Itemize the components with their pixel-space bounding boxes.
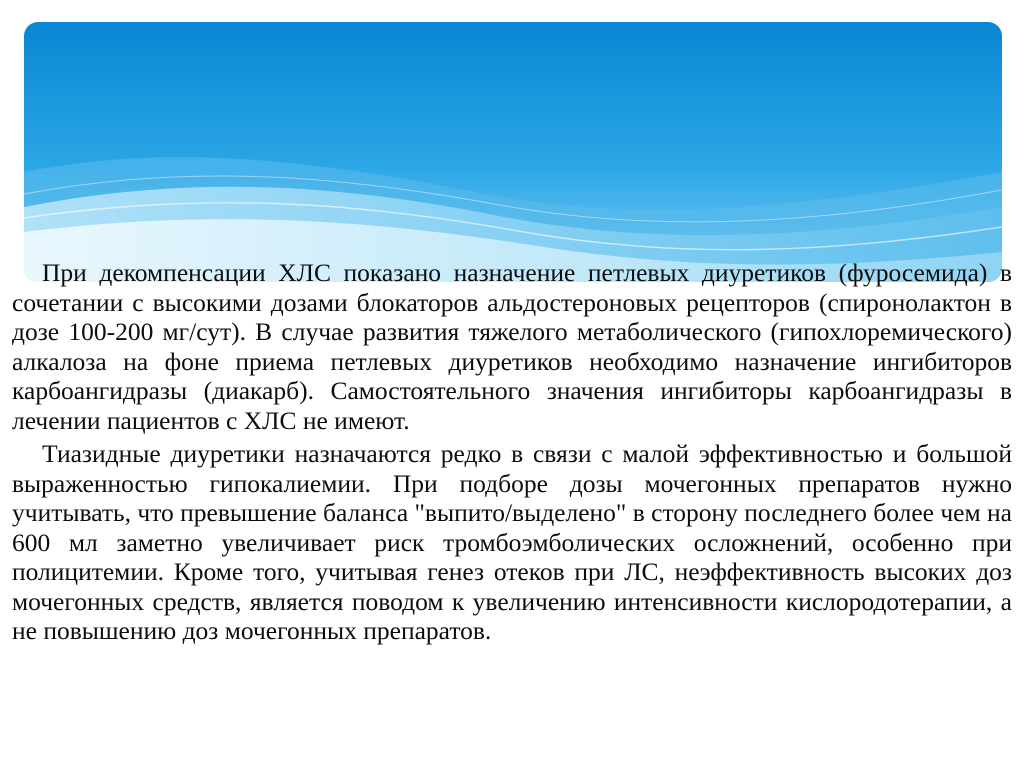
paragraph-2: Тиазидные диуретики назначаются редко в связи с малой эффективностью и большой выраженностью гипокалиемии. При подборе дозы мочегонных препаратов нужно учитывать, что превышение баланса "выпито/выделено" в сторону последнего более чем на 600 мл заметно увеличивает риск тромбоэмболических осложнений, особенно при полицитемии. Кроме того, учитывая генез отеков при ЛС, неэффективность высоких доз мочегонных средств, является поводом к увеличению интенсивности кислородотерапии, а не повышению доз мочегонных препаратов. [12, 439, 1012, 645]
slide-body [12, 258, 1012, 650]
paragraph-1: При декомпенсации ХЛС показано назначение петлевых диуретиков (фуросемида) в сочетании с высокими дозами блокаторов альдостероновых рецепторов (спиронолактон в дозе 100-200 мг/сут). В случае развития тяжелого метаболического (гипохлоремического) алкалоза на фоне приема петлевых диуретиков необходимо назначение ингибиторов карбоангидразы (диакарб). Самостоятельного значения ингибиторы карбоангидразы в лечении пациентов с ХЛС не имеют. [12, 258, 1012, 435]
wave-banner [24, 22, 1002, 282]
